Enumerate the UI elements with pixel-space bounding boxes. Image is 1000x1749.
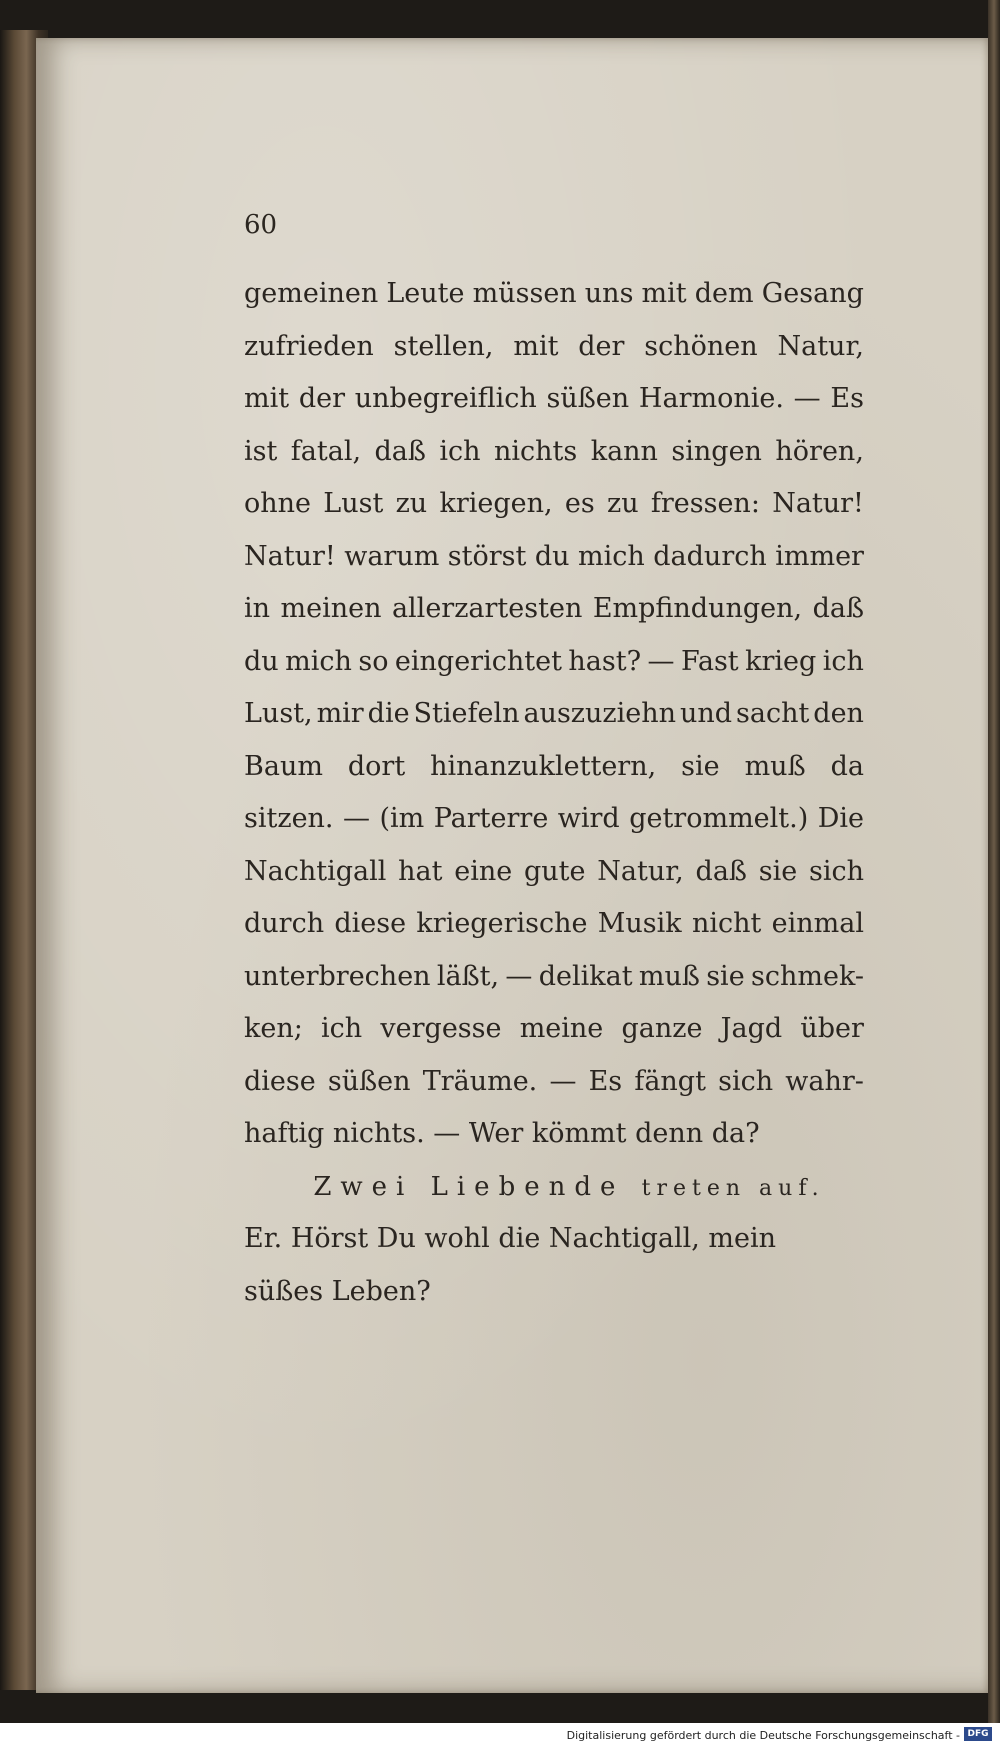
footer-credit: Digitalisierung gefördert durch die Deutsche Forschungsgemeinschaft - xyxy=(566,1729,960,1742)
page-edge xyxy=(988,0,1000,1740)
speech-line: süßes Leben? xyxy=(244,1275,431,1307)
text-line: ohne Lust zu kriegen, es zu fressen: Natur! xyxy=(244,488,864,519)
text-line: diese süßen Träume. — Es fängt sich wahr- xyxy=(244,1065,864,1097)
text-line: durch diese kriegerische Musik nicht einmal xyxy=(244,908,864,939)
text-line: gemeinen Leute müssen uns mit dem Gesang xyxy=(244,278,864,309)
text-line: ist fatal, daß ich nichts kann singen hören, xyxy=(244,435,864,467)
text-line: ken; ich vergesse meine ganze Jagd über xyxy=(244,1013,864,1044)
text-line: Natur! warum störst du mich dadurch immer xyxy=(244,540,864,572)
text-line: Lust, mir die Stiefeln auszuziehn und sacht den xyxy=(244,698,864,729)
stage-direction-main: Zwei Liebende xyxy=(313,1171,625,1202)
body-text xyxy=(244,268,864,1318)
text-line: zufrieden stellen, mit der schönen Natur, xyxy=(244,330,864,362)
text-line: unterbrechen läßt, — delikat muß sie schmek- xyxy=(244,960,864,992)
page-number: 60 xyxy=(244,210,278,240)
text-line: in meinen allerzartesten Empfindungen, daß xyxy=(244,593,864,624)
stage-direction xyxy=(244,1161,864,1214)
stage-direction-rest: treten auf. xyxy=(641,1175,825,1201)
text-line: Baum dort hinanzuklettern, sie muß da xyxy=(244,750,864,782)
text-line: sitzen. — (im Parterre wird getrommelt.) Die xyxy=(244,803,864,834)
text-line: haftig nichts. — Wer kömmt denn da? xyxy=(244,1118,760,1149)
text-line: mit der unbegreiflich süßen Harmonie. — Es xyxy=(244,383,864,414)
speech-line: Er. Hörst Du wohl die Nachtigall, mein xyxy=(244,1223,777,1254)
text-line: du mich so eingerichtet hast? — Fast krieg ich xyxy=(244,645,864,677)
dfg-logo: DFG xyxy=(964,1727,992,1741)
text-line: Nachtigall hat eine gute Natur, daß sie sich xyxy=(244,855,864,887)
